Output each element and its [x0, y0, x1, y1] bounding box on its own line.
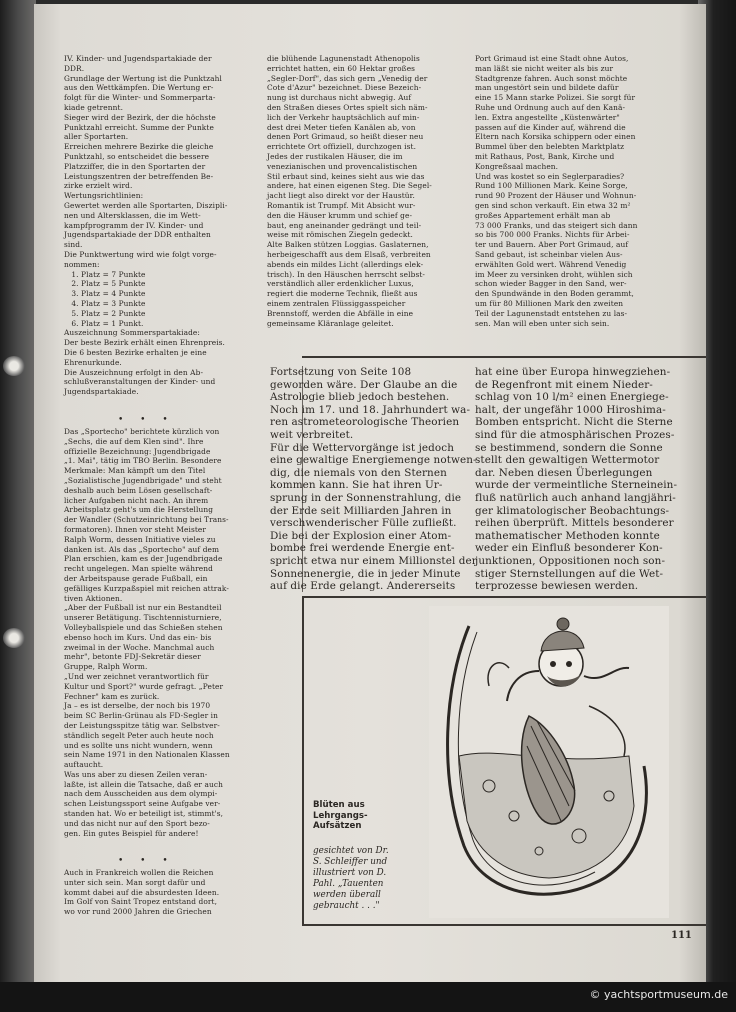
- watermark: © yachtsportmuseum.de: [589, 988, 728, 1001]
- cartoon-illustration: [429, 606, 669, 918]
- continuation-right: hat eine über Europa hinwegziehen- de Regenfront mit einem Nieder- schlag von 10 l/m² einen Energiege- halt, der ungefähr 1000 Hiroshima- Bomben entspricht. Nicht die Sterne sind für die atmosphärischen Prozes- se bestimmend, sondern die Sonne stellt den gewaltigen Wettermotor dar. Neben diesen Überlegungen wurde der vermeintliche Sterneinein- fluß natürlich auch anhand langjähri- ger klimatologischer Beobachtungs- reihen überprüft. Mittels besonderer mathematischer Methoden konnte weder ein Einfluß besonderer Kon- junktionen, Oppositionen noch son- stiger Sternstellungen auf die Wet- terprozesse bewiesen werden.: [475, 366, 678, 593]
- caption-credit: gesichtet von Dr. S. Schleiffer und illustriert von D. Pahl. „Tauenten werden überall gebraucht . . .": [313, 846, 389, 911]
- left-column-block-2: Das „Sportecho" berichtete kürzlich von „Sechs, die auf dem Klen sind". Ihre offizielle Bezeichnung: Jugendbrigade „1. Mai", tätig im TBO Berlin. Besondere Merkmale: Man kämpft um den Titel „Sozialistische Jugendbrigade" und steht deshalb auch beim Lösen gesellschaft- licher Aufgaben nicht nach. An ihrem Arbeitsplatz geht's um die Herstellung der Wandler (Schutzeinrichtung bei Trans- formatoren). Ihnen vor steht Meister Ralph Worm, dessen Initiative vieles zu danken ist. Als das „Sportecho" auf dem Plan erschien, kam es der Jugendbrigade recht ungelegen. Man spielte während der Arbeitspause gerade Fußball, ein gefälliges Kurzpaßspiel mit reichen attrak- tiven Aktionen. „Aber der Fußball ist nur ein Bestandteil unserer Betätigung. Tischtennisturniere, Volleyballspiele und das Schießen stehen ebenso hoch im Kurs. Und das ein- bis zweimal in der Woche. Manchmal auch mehr", betonte FDJ-Sekretär dieser Gruppe, Ralph Worm. „Und wer zeichnet verantwortlich für Kultur und Sport?" wurde gefragt. „Peter Fechner" kam es zurück. Ja – es ist derselbe, der noch bis 1970 beim SC Berlin-Grünau als FD-Segler in der Leistungsspitze tätig war. Selbstver- ständlich segelt Peter auch heute noch und es sollte uns nicht wundern, wenn sein Name 1971 in den Nationalen Klassen auftaucht. Was uns aber zu diesen Zeilen veran- laßte, ist allein die Tatsache, daß er auch nach dem Ausscheiden aus dem olympi- schen Leistungssport seine Aufgabe ver- standen hat. Wo er beteiligt ist, stimmt's, und das nicht nur auf den Sport bezo- gen. Ein gutes Beispiel für andere!: [64, 427, 230, 838]
- magazine-page: [34, 4, 706, 982]
- caption-title: Blüten aus Lehrgangs- Aufsätzen: [313, 800, 368, 831]
- continuation-left: Fortsetzung von Seite 108 geworden wäre. Der Glaube an die Astrologie blieb jedoch bestehen. Noch im 17. und 18. Jahrhundert wa- ren astrometeorologische Theorien weit verbreitet. Für die Wettervorgänge ist jedoch eine gewaltige Energiemenge notwen- dig, die niemals von den Sternen kommen kann. Sie hat ihren Ur- sprung in der Sonnenstrahlung, die der Erde seit Milliarden Jahren in verschwenderischer Fülle zufließt. Die bei der Explosion einer Atom- bombe frei werdende Energie ent- spricht etwa nur einem Millionstel der Sonnenenergie, die in jeder Minute auf die Erde gelangt. Andererseits: [270, 366, 477, 593]
- section-separator: • • •: [118, 856, 175, 866]
- section-separator: • • •: [118, 415, 175, 425]
- binding-hole: [3, 356, 25, 376]
- page-number: 111: [671, 930, 692, 941]
- right-column: Port Grimaud ist eine Stadt ohne Autos, man läßt sie nicht weiter als bis zur Stadtgrenze fahren. Auch sonst möchte man ungestört sein und bildete dafür eine 15 Mann starke Polizei. Sie sorgt für Ruhe und Ordnung auch auf den Kanä- len. Extra angestellte „Küstenwärter" passen auf die Kinder auf, während die Eltern nach Korsika schippern oder einen Bummel über den belebten Marktplatz mit Rathaus, Post, Bank, Kirche und Kongreßsaal machen. Und was kostet so ein Seglerparadies? Rund 100 Millionen Mark. Keine Sorge, rund 90 Prozent der Häuser und Wohnun- gen sind schon verkauft. Ein etwa 32 m² großes Appartement erhält man ab 73 000 Franks, und das steigert sich dann so bis 700 000 Franks. Nichts für Arbei- ter und Bauern. Aber Port Grimaud, auf Sand gebaut, ist scheinbar vielen Aus- erwählten Gold wert. Während Venedig im Meer zu versinken droht, wühlen sich schon wieder Bagger in den Sand, wer- den Spundwände in den Boden gerammt, um für 80 Millionen Mark den zweiten Teil der Lagunenstadt entstehen zu las- sen. Man will eben unter sich sein.: [475, 54, 638, 328]
- binding-hole: [3, 628, 25, 648]
- middle-column: die blühende Lagunenstadt Athenopolis errichtet hatten, ein 60 Hektar großes „Segler-Dorf", das sich gern „Venedig der Cote d'Azur" bezeichnet. Diese Bezeich- nung ist durchaus nicht abwegig. Auf den Straßen dieses Ortes spielt sich näm- lich der Verkehr hauptsächlich auf min- dest drei Meter tiefen Kanälen ab, von denen Port Grimaud, so heißt dieser neu errichtete Ort offiziell, durchzogen ist. Jedes der rustikalen Häuser, die im venezianischen und provencalistischen Stil erbaut sind, keines sieht aus wie das andere, hat einen eigenen Steg. Die Segel- jacht liegt also direkt vor der Haustür. Romantik ist Trumpf. Mit Absicht wur- den die Häuser krumm und schief ge- baut, eng aneinander gedrängt und teil- weise mit römischen Ziegeln gedeckt. Alte Balken stützen Loggias. Gaslaternen, herbeigeschafft aus dem Elsaß, verbreiten abends ein mildes Licht (allerdings elek- trisch). In den Häuschen herrscht selbst- verständlich aller erdenklicher Luxus, regiert die moderne Technik, fließt aus einem zentralen Flüssiggasspeicher Brennstoff, werden die Abfälle in eine gemeinsame Kläranlage geleitet.: [267, 54, 432, 328]
- section-divider: [302, 356, 706, 358]
- book-spine: [0, 0, 36, 1012]
- left-column-block-1: IV. Kinder- und Jugendspartakiade der DDR. Grundlage der Wertung ist die Punktzahl aus den Wettkämpfen. Die Wertung er- folgt für die Winter- und Sommerparta- kiade getrennt. Sieger wird der Bezirk, der die höchste Punktzahl erreicht. Summe der Punkte aller Sportarten. Erreichen mehrere Bezirke die gleiche Punktzahl, so entscheidet die bessere Platzziffer, die in den Sportarten der Leistungszentren der betreffenden Be- zirke erzielt wird. Wertungsrichtlinien: Gewertet werden alle Sportarten, Diszipli- nen und Altersklassen, die im Wett- kampfprogramm der IV. Kinder- und Jugendspartakiade der DDR enthalten sind. Die Punktwertung wird wie folgt vorge- nommen: 1. Platz = 7 Punkte 2. Platz = 5 Punkte 3. Platz = 4 Punkte 4. Platz = 3 Punkte 5. Platz = 2 Punkte 6. Platz = 1 Punkt. Auszeichnung Sommerspartakiade: Der beste Bezirk erhält einen Ehrenpreis. Die 6 besten Bezirke erhalten je eine Ehrenurkunde. Die Auszeichnung erfolgt in den Ab- schlußveranstaltungen der Kinder- und Jugendspartakiade.: [64, 54, 228, 397]
- left-column-block-3: Auch in Frankreich wollen die Reichen unter sich sein. Man sorgt dafür und kommt dabei auf die absurdesten Ideen. Im Golf von Saint Tropez entstand dort, wo vor rund 2000 Jahren die Griechen: [64, 868, 220, 917]
